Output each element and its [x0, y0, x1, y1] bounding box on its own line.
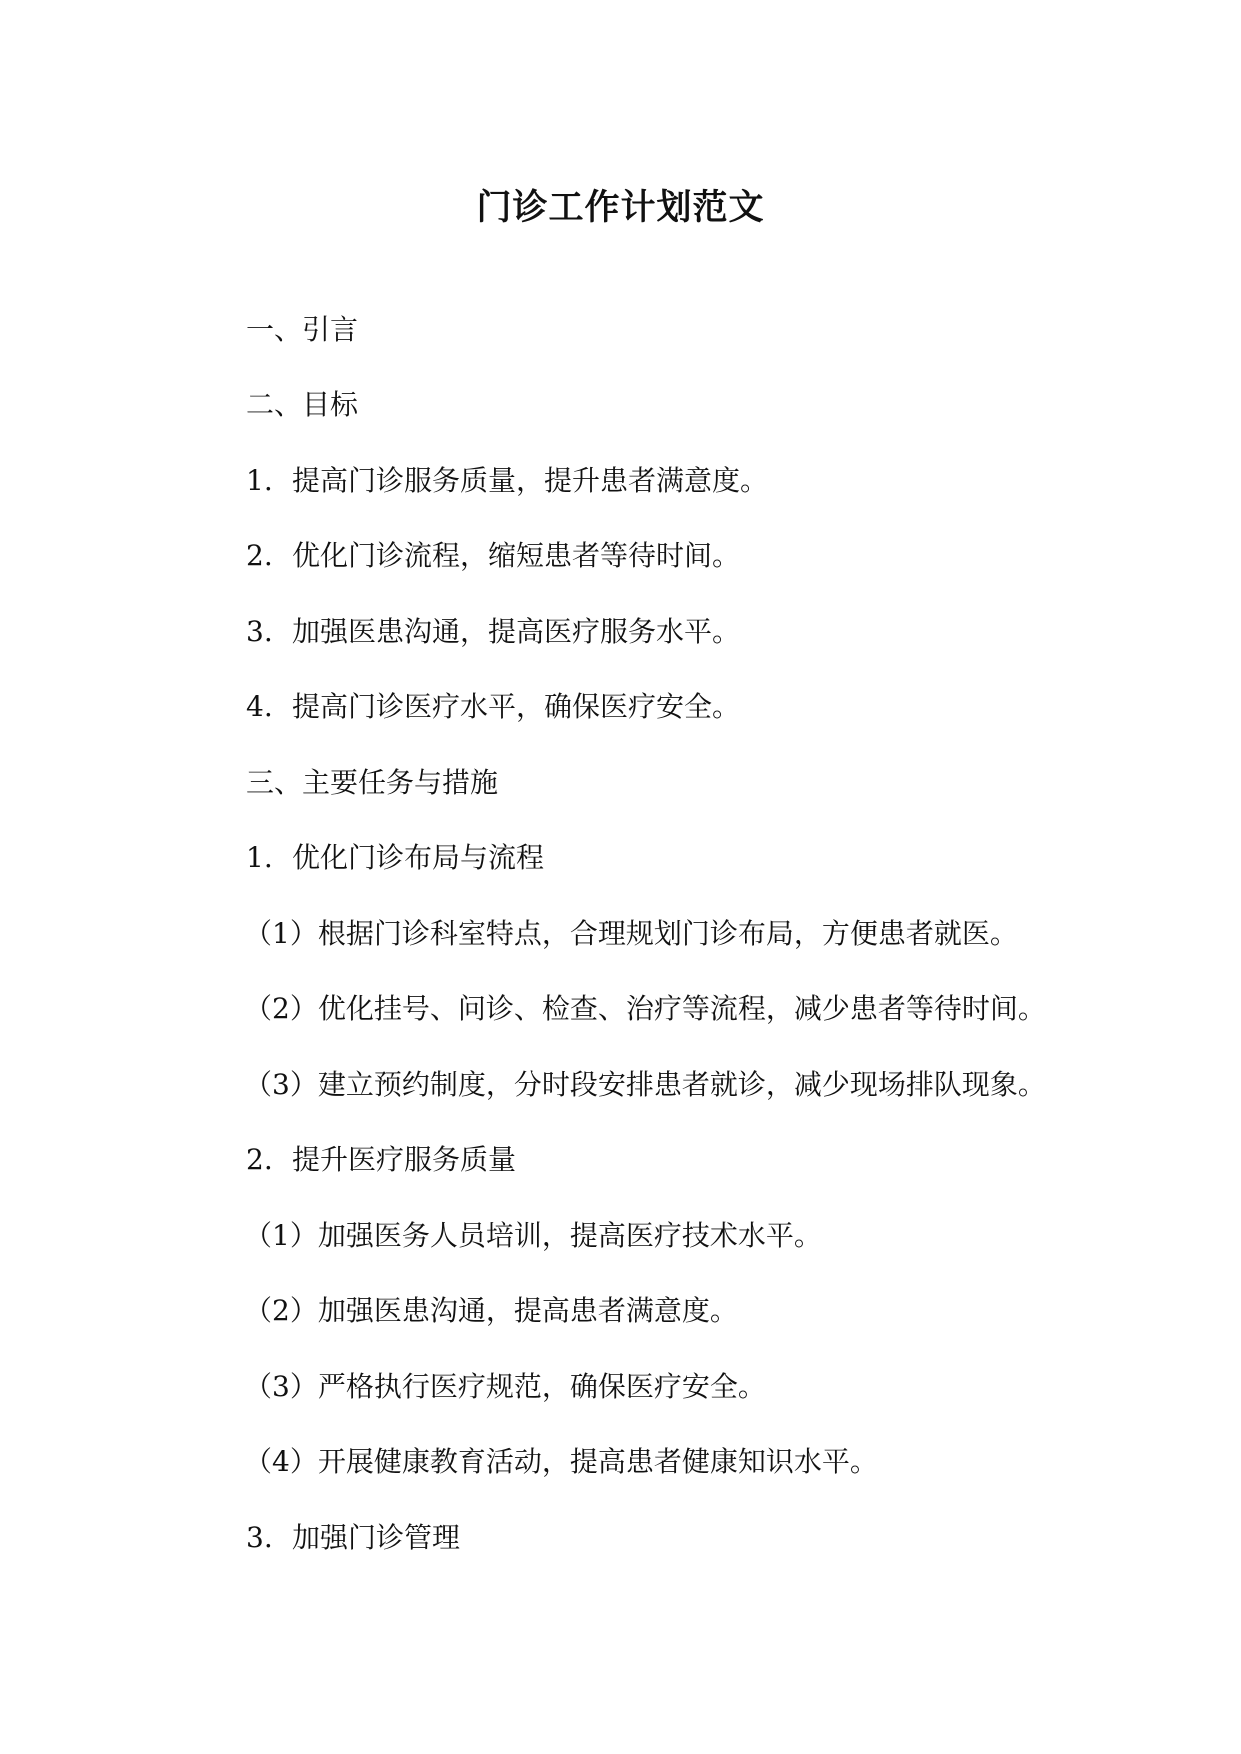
document-title: 门诊工作计划范文 — [476, 187, 765, 228]
list-item — [246, 1138, 516, 1182]
section-heading: 一、引言 — [246, 313, 359, 346]
sub-item: （2）优化挂号、问诊、检查、治疗等流程，减少患者等待时间。 — [244, 992, 1046, 1025]
list-item — [246, 1516, 460, 1560]
section-heading: 三、主要任务与措施 — [246, 766, 499, 799]
list-item — [246, 610, 740, 654]
list-item-number: 2. — [246, 1143, 273, 1176]
list-item-number: 1. — [246, 464, 273, 497]
list-item-text: 提高门诊服务质量，提升患者满意度。 — [292, 464, 769, 497]
list-item — [246, 459, 768, 503]
list-item — [246, 534, 740, 578]
list-item — [246, 836, 544, 880]
list-item-number: 3. — [246, 1521, 273, 1554]
sub-item: （3）严格执行医疗规范，确保医疗安全。 — [244, 1370, 766, 1403]
list-item-text: 提升医疗服务质量 — [292, 1143, 517, 1176]
section-heading: 二、目标 — [246, 388, 359, 421]
sub-item: （2）加强医患沟通，提高患者满意度。 — [244, 1294, 738, 1327]
list-item-number: 2. — [246, 539, 273, 572]
sub-item: （1）根据门诊科室特点，合理规划门诊布局，方便患者就医。 — [244, 917, 1018, 950]
list-item-number: 4. — [246, 690, 273, 723]
list-item-number: 3. — [246, 615, 273, 648]
sub-item: （3）建立预约制度，分时段安排患者就诊，减少现场排队现象。 — [244, 1068, 1046, 1101]
list-item-text: 提高门诊医疗水平，确保医疗安全。 — [292, 690, 741, 723]
list-item-number: 1. — [246, 841, 273, 874]
list-item — [246, 685, 740, 729]
list-item-text: 优化门诊布局与流程 — [292, 841, 545, 874]
sub-item: （4）开展健康教育活动，提高患者健康知识水平。 — [244, 1445, 878, 1478]
sub-item: （1）加强医务人员培训，提高医疗技术水平。 — [244, 1219, 822, 1252]
list-item-text: 优化门诊流程，缩短患者等待时间。 — [292, 539, 741, 572]
list-item-text: 加强医患沟通，提高医疗服务水平。 — [292, 615, 741, 648]
list-item-text: 加强门诊管理 — [292, 1521, 461, 1554]
